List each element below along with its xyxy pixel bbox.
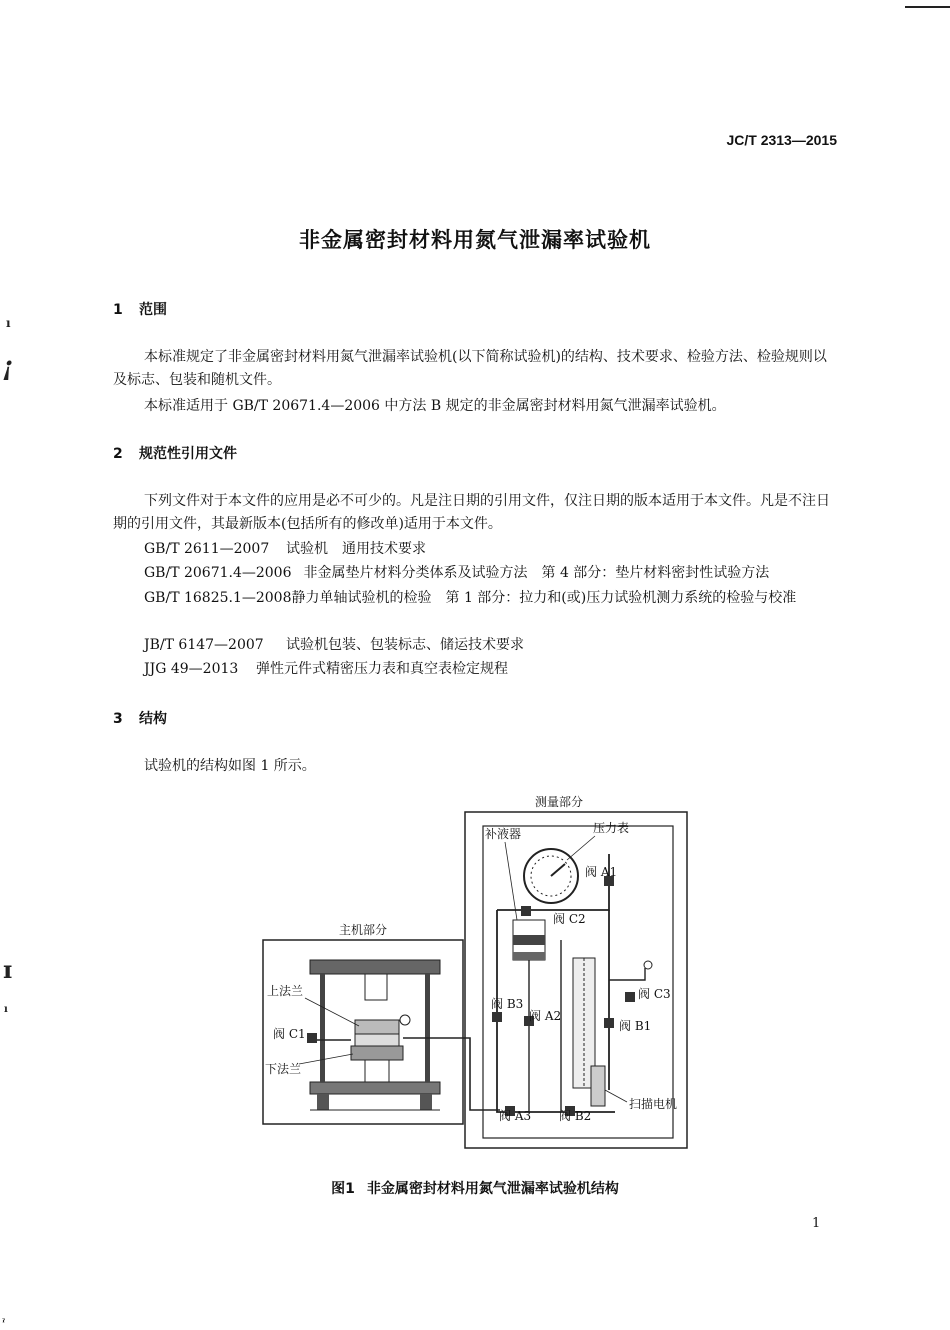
label-valve-c3: 阀 C3 (638, 987, 671, 1001)
reference-item (113, 586, 837, 610)
figure-1-diagram (255, 790, 695, 1159)
scan-motor-icon (591, 1066, 605, 1106)
section-number: 1 (113, 302, 123, 318)
figure-caption-text: 非金属密封材料用氮气泄漏率试验机结构 (366, 1181, 619, 1197)
reference-item (144, 562, 837, 585)
press-top-plate (310, 960, 440, 974)
reference-item (144, 538, 837, 561)
press-foot-left (317, 1094, 329, 1110)
label-valve-b3: 阀 B3 (491, 997, 524, 1011)
section-1-paragraph-2: 本标准适用于 GB/T 20671.4—2006 中方法 B 规定的非金属密封材料用氮气泄漏率试验机。 (144, 398, 726, 414)
press-foot-right (420, 1094, 432, 1110)
label-valve-c1: 阀 C1 (273, 1027, 306, 1041)
reference-code: JB/T 6147—2007 (144, 637, 264, 653)
reference-code: GB/T 2611—2007 (144, 541, 270, 557)
reference-title: 弹性元件式精密压力表和真空表检定规程 (256, 661, 508, 677)
section-2-paragraph-1: 下列文件对于本文件的应用是必不可少的。凡是注日期的引用文件，仅注日期的版本适用于本文件。凡是不注日期的引用文件，其最新版本(包括所有的修改单)适用于本文件。 (113, 493, 830, 532)
label-valve-a1: 阀 A1 (585, 865, 618, 879)
label-scan-motor: 扫描电机 (629, 1097, 678, 1111)
section-3-paragraph-1: 试验机的结构如图 1 所示。 (144, 758, 316, 774)
standard-number: JC/T 2313—2015 (726, 132, 837, 148)
upper-flange (355, 1020, 399, 1034)
reference-title: 静力单轴试验机的检验 第 1 部分：拉力和(或)压力试验机测力系统的检验与校准 (291, 590, 797, 606)
lower-flange (351, 1046, 403, 1060)
section-number: 3 (113, 711, 123, 727)
label-valve-b1: 阀 B1 (619, 1019, 652, 1033)
section-3-heading (113, 708, 167, 728)
section-title: 结构 (139, 711, 167, 727)
label-lower-flange: 下法兰 (265, 1062, 302, 1076)
press-base-plate (310, 1082, 440, 1094)
sample-seal (355, 1034, 399, 1046)
top-edge-line (905, 6, 950, 8)
margin-mark: ˀ (2, 1318, 6, 1329)
structure-diagram-svg (255, 790, 695, 1155)
press-ram (365, 974, 387, 1000)
label-main-part: 主机部分 (339, 923, 388, 937)
valve-b1-icon (604, 1018, 614, 1028)
figure-label: 图1 (331, 1181, 355, 1197)
reference-title: 非金属垫片材料分类体系及试验方法 第 4 部分：垫片材料密封性试验方法 (303, 565, 770, 581)
valve-c2-icon (521, 906, 531, 916)
page-number: 1 (812, 1216, 821, 1231)
reference-item (144, 634, 837, 657)
figure-caption (0, 1178, 950, 1198)
margin-mark: ı (6, 316, 11, 330)
reference-item (144, 658, 837, 681)
label-valve-a2: 阀 A2 (529, 1009, 562, 1023)
margin-mark: ɪ (3, 955, 13, 984)
valve-c1-icon (307, 1033, 317, 1043)
label-valve-a3: 阀 A3 (499, 1109, 532, 1123)
section-title: 规范性引用文件 (139, 446, 237, 462)
main-small-gauge (400, 1015, 410, 1025)
label-upper-flange: 上法兰 (267, 984, 304, 998)
main-connection-pipe (403, 1038, 500, 1110)
section-1-heading (113, 299, 167, 319)
reference-code: GB/T 20671.4—2006 (144, 565, 292, 581)
press-lower-block (365, 1060, 389, 1082)
margin-mark: ¡ (2, 352, 14, 382)
reference-code: JJG 49—2013 (144, 661, 239, 677)
label-refill: 补液器 (485, 827, 522, 841)
margin-mark: ı (4, 1004, 8, 1015)
section-2-heading (113, 443, 237, 463)
section-title: 范围 (139, 302, 167, 318)
section-1-paragraph-1: 本标准规定了非金属密封材料用氮气泄漏率试验机(以下简称试验机)的结构、技术要求、检验方法、检验规则以及标志、包装和随机文件。 (113, 349, 827, 388)
label-valve-b2: 阀 B2 (559, 1109, 592, 1123)
press-column-right (425, 974, 430, 1082)
section-number: 2 (113, 446, 123, 462)
valve-b3-icon (492, 1012, 502, 1022)
label-valve-c2: 阀 C2 (553, 912, 586, 926)
reference-title: 试验机包装、包装标志、储运技术要求 (286, 637, 524, 653)
reference-code: GB/T 16825.1—2008 (144, 590, 292, 606)
press-column-left (320, 974, 325, 1082)
label-gauge: 压力表 (593, 821, 630, 835)
valve-c3-icon (625, 992, 635, 1002)
reference-title: 试验机 通用技术要求 (286, 541, 426, 557)
document-title: 非金属密封材料用氮气泄漏率试验机 (299, 228, 651, 252)
label-measure-part: 测量部分 (535, 795, 584, 809)
